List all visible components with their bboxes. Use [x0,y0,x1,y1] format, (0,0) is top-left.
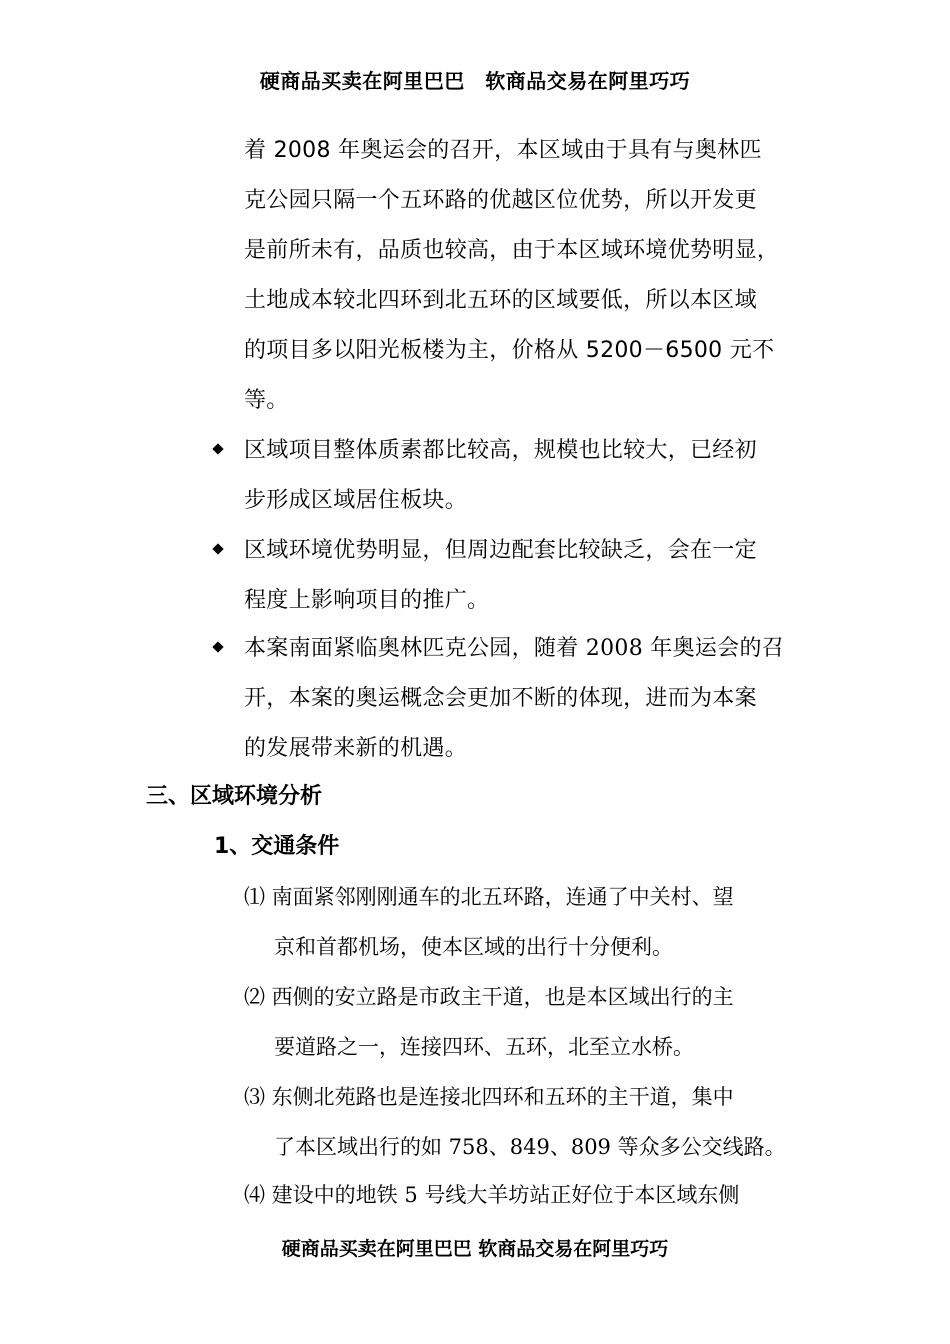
bullet-line: 步形成区域居住板块。 [244,488,468,513]
intro-line: 土地成本较北四环到北五环的区域要低，所以本区域 [244,288,757,313]
diamond-bullet-icon [212,443,223,454]
subsection-heading: 1、交通条件 [214,834,340,859]
bullet-line [244,624,844,674]
traffic-item-line: ⑷ 建设中的地铁 5 号线大羊坊站正好位于本区域东侧 [244,1183,740,1207]
bullet-line: 程度上影响项目的推广。 [244,588,490,613]
traffic-item-line: 要道路之一，连接四环、五环，北至立水桥。 [274,1035,694,1059]
bullet-text: 随着 2008 年奥运会的召 [533,636,785,661]
traffic-item-line: ⑴ 南面紧邻刚刚通车的北五环路，连通了中关村、望 [244,885,734,909]
page-footer: 硬商品买卖在阿里巴巴 软商品交易在阿里巧巧 [281,1238,669,1260]
intro-line: 着 2008 年奥运会的召开，本区域由于具有与奥林匹 [244,138,762,163]
diamond-bullet-icon [212,543,223,554]
bullet-text: 本案的奥运概念会更加不断的体现，进而为本案 [288,686,757,711]
intro-line: 克公园只隔一个五环路的优越区位优势，所以开发更 [244,188,757,213]
traffic-item-line: 京和首都机场，使本区域的出行十分便利。 [274,935,673,959]
traffic-item [244,1072,824,1172]
intro-line: 等。 [244,388,289,413]
traffic-item [244,972,824,1072]
traffic-item-line: ⑶ 东侧北苑路也是连接北四环和五环的主干道，集中 [244,1085,734,1109]
traffic-item [244,872,824,972]
intro-line: 是前所未有，品质也较高，由于本区域环境优势明显， [244,238,780,263]
bullet-item [244,624,844,774]
bullet-line: 区域环境优势明显，但周边配套比较缺乏，会在一定 [244,538,757,563]
bullet-item [244,526,844,626]
bullet-text: 开， [244,686,289,711]
bullet-text: 本案南面紧临奥林匹克公园， [244,636,534,661]
section-heading: 三、区域环境分析 [146,784,323,809]
bullet-line: 区域项目整体质素都比较高，规模也比较大，已经初 [244,438,757,463]
traffic-item-line: ⑵ 西侧的安立路是市政主干道，也是本区域出行的主 [244,985,734,1009]
intro-line: 的项目多以阳光板楼为主，价格从 5200－6500 元不 [244,338,775,363]
diamond-bullet-icon [212,641,223,652]
bullet-line: 的发展带来新的机遇。 [244,736,468,761]
bullet-line [244,674,844,724]
page-header: 硬商品买卖在阿里巴巴 软商品交易在阿里巧巧 [259,69,691,93]
traffic-item [244,1170,824,1220]
bullet-item [244,426,844,526]
traffic-item-line: 了本区域出行的如 758、849、809 等众多公交线路。 [274,1135,786,1159]
